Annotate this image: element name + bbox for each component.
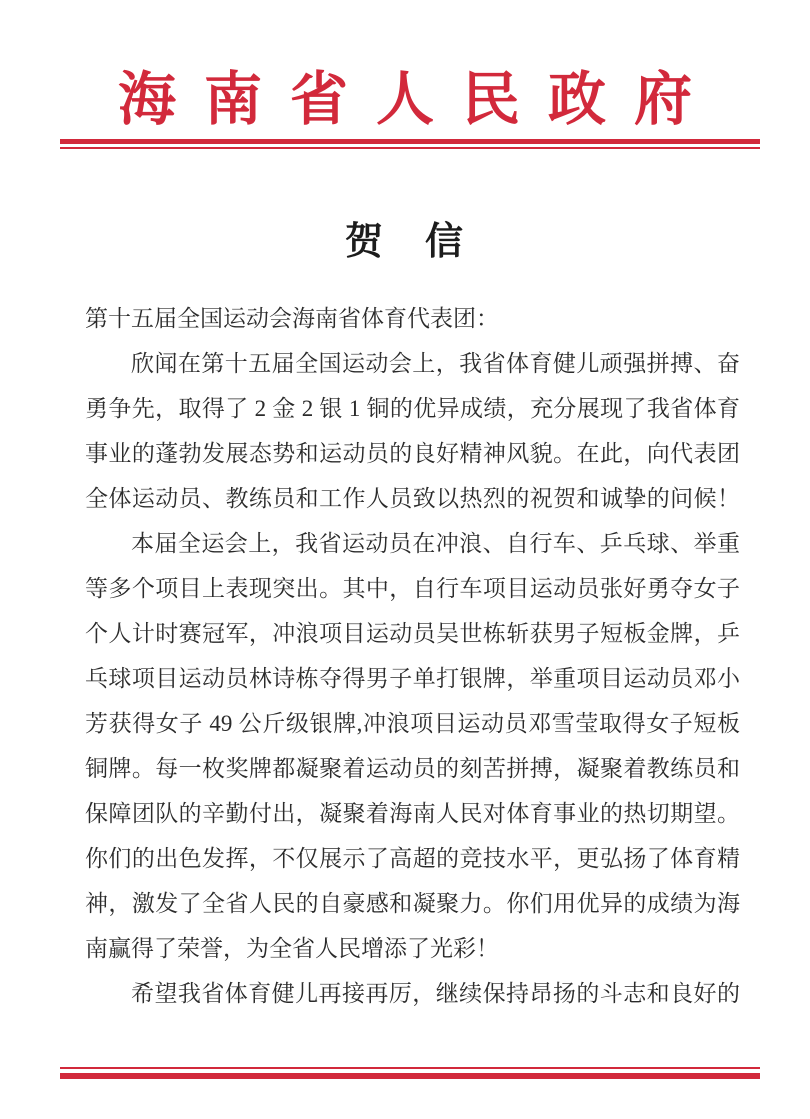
letterhead-title: 海南省人民政府 <box>117 67 720 132</box>
body-line: 芳获得女子 49 公斤级银牌,冲浪项目运动员邓雪莹取得女子短板 <box>85 711 740 736</box>
body-line: 第十五届全国运动会海南省体育代表团： <box>85 306 499 331</box>
document-title: 贺 信 <box>344 221 465 263</box>
body-line: 你们的出色发挥，不仅展示了高超的竞技水平，更弘扬了体育精 <box>85 846 740 871</box>
body-line: 乓球项目运动员林诗栋夺得男子单打银牌，举重项目运动员邓小 <box>85 666 740 691</box>
body-line: 事业的蓬勃发展态势和运动员的良好精神风貌。在此，向代表团 <box>85 441 740 466</box>
body-line: 南赢得了荣誉，为全省人民增添了光彩！ <box>85 936 499 961</box>
body-line: 勇争先，取得了 2 金 2 银 1 铜的优异成绩，充分展现了我省体育 <box>85 396 740 421</box>
body-line: 神，激发了全省人民的自豪感和凝聚力。你们用优异的成绩为海 <box>85 891 740 916</box>
body-line: 保障团队的辛勤付出，凝聚着海南人民对体育事业的热切期望。 <box>85 801 740 826</box>
footer-double-rule <box>60 1067 760 1079</box>
body-line: 欣闻在第十五届全国运动会上，我省体育健儿顽强拼搏、奋 <box>131 351 740 376</box>
body-text <box>85 296 740 1016</box>
body-line: 个人计时赛冠军，冲浪项目运动员吴世栋斩获男子短板金牌，乒 <box>85 621 740 646</box>
body-line: 希望我省体育健儿再接再厉，继续保持昂扬的斗志和良好的 <box>131 981 740 1006</box>
body-line: 全体运动员、教练员和工作人员致以热烈的祝贺和诚挚的问候！ <box>85 486 740 511</box>
body-line: 铜牌。每一枚奖牌都凝聚着运动员的刻苦拼搏，凝聚着教练员和 <box>85 756 740 781</box>
header-double-rule <box>60 139 760 149</box>
header-rule-thin-line <box>60 147 760 149</box>
footer-rule-thick-line <box>60 1073 760 1079</box>
body-line: 本届全运会上，我省运动员在冲浪、自行车、乒乓球、举重 <box>131 531 740 556</box>
body-line: 等多个项目上表现突出。其中，自行车项目运动员张好勇夺女子 <box>85 576 740 601</box>
